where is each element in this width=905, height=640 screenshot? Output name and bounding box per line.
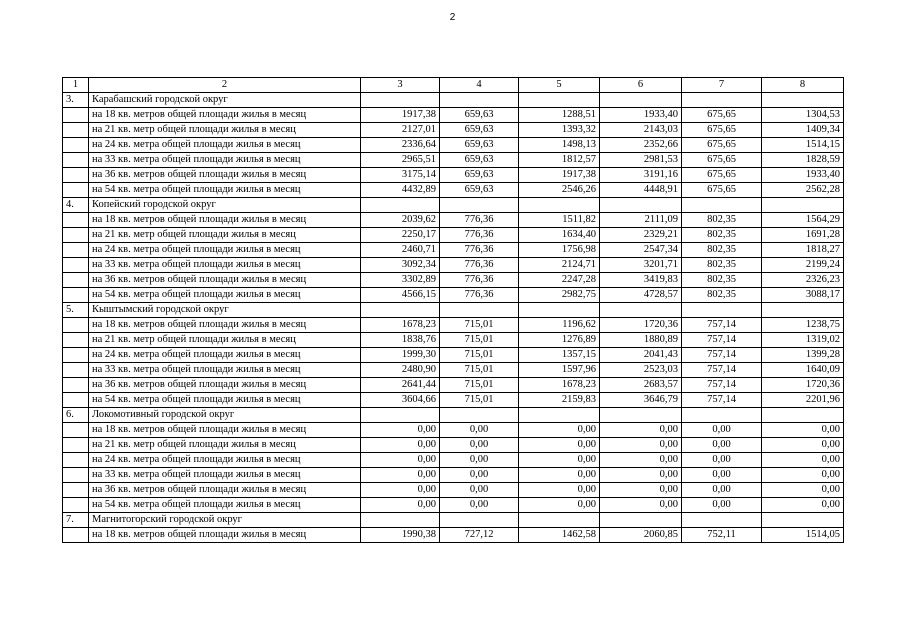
table-row	[63, 363, 844, 378]
table-row	[63, 498, 844, 513]
empty-num-cell	[63, 318, 89, 333]
section-number: 4.	[63, 198, 89, 213]
empty-num-cell	[63, 453, 89, 468]
row-label: на 18 кв. метров общей площади жилья в месяц	[89, 528, 361, 543]
value-cell: 2199,24	[762, 258, 844, 273]
value-cell: 0,00	[519, 423, 600, 438]
value-cell: 2060,85	[600, 528, 682, 543]
section-title: Магнитогорский городской округ	[89, 513, 361, 528]
value-cell: 1238,75	[762, 318, 844, 333]
value-cell: 0,00	[600, 498, 682, 513]
empty-num-cell	[63, 168, 89, 183]
value-cell: 1514,05	[762, 528, 844, 543]
value-cell: 715,01	[440, 348, 519, 363]
value-cell: 757,14	[682, 333, 762, 348]
value-cell: 2982,75	[519, 288, 600, 303]
empty-num-cell	[63, 393, 89, 408]
value-cell: 2326,23	[762, 273, 844, 288]
empty-num-cell	[63, 288, 89, 303]
value-cell: 0,00	[600, 423, 682, 438]
row-label: на 33 кв. метра общей площади жилья в месяц	[89, 153, 361, 168]
header-cell: 7	[682, 78, 762, 93]
value-cell: 2143,03	[600, 123, 682, 138]
value-cell: 776,36	[440, 228, 519, 243]
value-cell: 659,63	[440, 138, 519, 153]
row-label: на 24 кв. метра общей площади жилья в месяц	[89, 243, 361, 258]
value-cell: 0,00	[440, 468, 519, 483]
empty-cell	[361, 198, 440, 213]
value-cell: 776,36	[440, 243, 519, 258]
value-cell: 0,00	[762, 468, 844, 483]
table-row	[63, 348, 844, 363]
empty-num-cell	[63, 243, 89, 258]
value-cell: 1511,82	[519, 213, 600, 228]
value-cell: 1917,38	[361, 108, 440, 123]
value-cell: 4566,15	[361, 288, 440, 303]
value-cell: 3191,16	[600, 168, 682, 183]
value-cell: 1933,40	[762, 168, 844, 183]
empty-num-cell	[63, 123, 89, 138]
table-row	[63, 453, 844, 468]
row-label: на 54 кв. метра общей площади жилья в месяц	[89, 288, 361, 303]
table-row	[63, 138, 844, 153]
row-label: на 33 кв. метра общей площади жилья в месяц	[89, 468, 361, 483]
empty-cell	[440, 408, 519, 423]
value-cell: 1812,57	[519, 153, 600, 168]
value-cell: 0,00	[440, 483, 519, 498]
empty-num-cell	[63, 183, 89, 198]
row-label: на 54 кв. метра общей площади жилья в месяц	[89, 183, 361, 198]
value-cell: 0,00	[519, 468, 600, 483]
empty-cell	[519, 303, 600, 318]
value-cell: 0,00	[682, 468, 762, 483]
table-row	[63, 108, 844, 123]
table-row	[63, 243, 844, 258]
value-cell: 675,65	[682, 153, 762, 168]
value-cell: 752,11	[682, 528, 762, 543]
value-cell: 0,00	[762, 483, 844, 498]
value-cell: 2562,28	[762, 183, 844, 198]
value-cell: 1640,09	[762, 363, 844, 378]
value-cell: 0,00	[519, 483, 600, 498]
empty-cell	[682, 93, 762, 108]
value-cell: 757,14	[682, 348, 762, 363]
value-cell: 2981,53	[600, 153, 682, 168]
value-cell: 757,14	[682, 378, 762, 393]
value-cell: 1462,58	[519, 528, 600, 543]
row-label: на 24 кв. метра общей площади жилья в месяц	[89, 138, 361, 153]
empty-cell	[361, 303, 440, 318]
row-label: на 54 кв. метра общей площади жилья в месяц	[89, 393, 361, 408]
empty-cell	[519, 408, 600, 423]
value-cell: 2041,43	[600, 348, 682, 363]
value-cell: 3088,17	[762, 288, 844, 303]
empty-num-cell	[63, 423, 89, 438]
empty-cell	[519, 93, 600, 108]
section-number: 6.	[63, 408, 89, 423]
table-row	[63, 378, 844, 393]
value-cell: 1304,53	[762, 108, 844, 123]
table-row	[63, 123, 844, 138]
value-cell: 0,00	[762, 438, 844, 453]
value-cell: 2159,83	[519, 393, 600, 408]
value-cell: 0,00	[682, 483, 762, 498]
page-number: 2	[449, 12, 456, 23]
value-cell: 0,00	[519, 438, 600, 453]
value-cell: 659,63	[440, 183, 519, 198]
table-row	[63, 483, 844, 498]
empty-cell	[600, 198, 682, 213]
empty-cell	[440, 303, 519, 318]
table-row	[63, 288, 844, 303]
value-cell: 802,35	[682, 228, 762, 243]
table-row	[63, 393, 844, 408]
value-cell: 2250,17	[361, 228, 440, 243]
empty-num-cell	[63, 273, 89, 288]
section-title: Карабашский городской округ	[89, 93, 361, 108]
table-header-row	[63, 78, 844, 93]
empty-num-cell	[63, 153, 89, 168]
value-cell: 1756,98	[519, 243, 600, 258]
value-cell: 0,00	[762, 453, 844, 468]
value-cell: 675,65	[682, 123, 762, 138]
value-cell: 2683,57	[600, 378, 682, 393]
empty-num-cell	[63, 213, 89, 228]
value-cell: 2247,28	[519, 273, 600, 288]
empty-num-cell	[63, 483, 89, 498]
value-cell: 0,00	[519, 453, 600, 468]
value-cell: 757,14	[682, 318, 762, 333]
value-cell: 0,00	[361, 423, 440, 438]
value-cell: 675,65	[682, 108, 762, 123]
value-cell: 757,14	[682, 363, 762, 378]
section-row	[63, 513, 844, 528]
value-cell: 0,00	[762, 498, 844, 513]
value-cell: 1933,40	[600, 108, 682, 123]
empty-num-cell	[63, 528, 89, 543]
header-cell: 4	[440, 78, 519, 93]
value-cell: 0,00	[361, 453, 440, 468]
value-cell: 2039,62	[361, 213, 440, 228]
value-cell: 1818,27	[762, 243, 844, 258]
value-cell: 1917,38	[519, 168, 600, 183]
empty-cell	[440, 93, 519, 108]
row-label: на 21 кв. метр общей площади жилья в месяц	[89, 333, 361, 348]
value-cell: 715,01	[440, 333, 519, 348]
row-label: на 21 кв. метр общей площади жилья в месяц	[89, 123, 361, 138]
value-cell: 2965,51	[361, 153, 440, 168]
header-cell: 2	[89, 78, 361, 93]
row-label: на 24 кв. метра общей площади жилья в месяц	[89, 453, 361, 468]
empty-num-cell	[63, 363, 89, 378]
empty-cell	[361, 93, 440, 108]
value-cell: 1357,15	[519, 348, 600, 363]
value-cell: 659,63	[440, 123, 519, 138]
value-cell: 757,14	[682, 393, 762, 408]
value-cell: 0,00	[361, 498, 440, 513]
empty-num-cell	[63, 378, 89, 393]
section-row	[63, 198, 844, 213]
value-cell: 4432,89	[361, 183, 440, 198]
empty-cell	[440, 198, 519, 213]
tariff-table	[62, 77, 844, 543]
section-number: 3.	[63, 93, 89, 108]
table-row	[63, 273, 844, 288]
value-cell: 0,00	[519, 498, 600, 513]
table-row	[63, 468, 844, 483]
value-cell: 1678,23	[361, 318, 440, 333]
value-cell: 1498,13	[519, 138, 600, 153]
value-cell: 659,63	[440, 108, 519, 123]
value-cell: 1409,34	[762, 123, 844, 138]
value-cell: 3419,83	[600, 273, 682, 288]
value-cell: 776,36	[440, 273, 519, 288]
value-cell: 1196,62	[519, 318, 600, 333]
value-cell: 1393,32	[519, 123, 600, 138]
value-cell: 1319,02	[762, 333, 844, 348]
row-label: на 18 кв. метров общей площади жилья в месяц	[89, 108, 361, 123]
table-row	[63, 438, 844, 453]
value-cell: 0,00	[440, 453, 519, 468]
section-row	[63, 303, 844, 318]
value-cell: 1399,28	[762, 348, 844, 363]
empty-cell	[600, 408, 682, 423]
value-cell: 3604,66	[361, 393, 440, 408]
row-label: на 21 кв. метр общей площади жилья в месяц	[89, 438, 361, 453]
empty-cell	[762, 408, 844, 423]
value-cell: 2523,03	[600, 363, 682, 378]
row-label: на 18 кв. метров общей площади жилья в месяц	[89, 318, 361, 333]
value-cell: 2124,71	[519, 258, 600, 273]
value-cell: 3092,34	[361, 258, 440, 273]
empty-num-cell	[63, 228, 89, 243]
row-label: на 54 кв. метра общей площади жилья в месяц	[89, 498, 361, 513]
value-cell: 0,00	[600, 483, 682, 498]
value-cell: 715,01	[440, 378, 519, 393]
value-cell: 776,36	[440, 213, 519, 228]
value-cell: 2641,44	[361, 378, 440, 393]
value-cell: 2546,26	[519, 183, 600, 198]
empty-cell	[682, 513, 762, 528]
value-cell: 0,00	[682, 498, 762, 513]
empty-num-cell	[63, 498, 89, 513]
empty-cell	[361, 513, 440, 528]
value-cell: 1678,23	[519, 378, 600, 393]
empty-cell	[682, 408, 762, 423]
header-cell: 5	[519, 78, 600, 93]
empty-cell	[600, 303, 682, 318]
value-cell: 2547,34	[600, 243, 682, 258]
empty-cell	[600, 513, 682, 528]
row-label: на 36 кв. метров общей площади жилья в месяц	[89, 168, 361, 183]
value-cell: 0,00	[600, 438, 682, 453]
header-cell: 1	[63, 78, 89, 93]
empty-cell	[361, 408, 440, 423]
value-cell: 0,00	[440, 438, 519, 453]
empty-num-cell	[63, 108, 89, 123]
table-row	[63, 258, 844, 273]
empty-cell	[682, 303, 762, 318]
table-row	[63, 168, 844, 183]
value-cell: 802,35	[682, 273, 762, 288]
value-cell: 0,00	[600, 453, 682, 468]
value-cell: 4448,91	[600, 183, 682, 198]
row-label: на 18 кв. метров общей площади жилья в месяц	[89, 213, 361, 228]
empty-cell	[762, 198, 844, 213]
value-cell: 659,63	[440, 153, 519, 168]
value-cell: 715,01	[440, 318, 519, 333]
empty-num-cell	[63, 438, 89, 453]
value-cell: 3646,79	[600, 393, 682, 408]
empty-cell	[762, 93, 844, 108]
value-cell: 715,01	[440, 393, 519, 408]
header-cell: 3	[361, 78, 440, 93]
table-row	[63, 213, 844, 228]
value-cell: 1691,28	[762, 228, 844, 243]
empty-cell	[682, 198, 762, 213]
value-cell: 675,65	[682, 138, 762, 153]
section-title: Локомотивный городской округ	[89, 408, 361, 423]
value-cell: 715,01	[440, 363, 519, 378]
value-cell: 0,00	[682, 438, 762, 453]
value-cell: 1838,76	[361, 333, 440, 348]
value-cell: 802,35	[682, 213, 762, 228]
empty-num-cell	[63, 333, 89, 348]
value-cell: 2201,96	[762, 393, 844, 408]
header-cell: 6	[600, 78, 682, 93]
value-cell: 0,00	[440, 498, 519, 513]
tariff-table-body	[63, 78, 844, 543]
empty-cell	[762, 513, 844, 528]
table-row	[63, 423, 844, 438]
value-cell: 0,00	[600, 468, 682, 483]
row-label: на 36 кв. метров общей площади жилья в месяц	[89, 378, 361, 393]
value-cell: 0,00	[762, 423, 844, 438]
value-cell: 2111,09	[600, 213, 682, 228]
value-cell: 4728,57	[600, 288, 682, 303]
row-label: на 36 кв. метров общей площади жилья в месяц	[89, 483, 361, 498]
section-row	[63, 408, 844, 423]
value-cell: 727,12	[440, 528, 519, 543]
value-cell: 0,00	[682, 423, 762, 438]
row-label: на 33 кв. метра общей площади жилья в месяц	[89, 363, 361, 378]
table-row	[63, 228, 844, 243]
row-label: на 18 кв. метров общей площади жилья в месяц	[89, 423, 361, 438]
table-row	[63, 333, 844, 348]
section-number: 7.	[63, 513, 89, 528]
value-cell: 802,35	[682, 288, 762, 303]
value-cell: 0,00	[361, 483, 440, 498]
value-cell: 2480,90	[361, 363, 440, 378]
empty-cell	[519, 198, 600, 213]
value-cell: 3201,71	[600, 258, 682, 273]
value-cell: 1514,15	[762, 138, 844, 153]
value-cell: 1276,89	[519, 333, 600, 348]
table-row	[63, 318, 844, 333]
value-cell: 1720,36	[762, 378, 844, 393]
empty-cell	[600, 93, 682, 108]
value-cell: 776,36	[440, 258, 519, 273]
section-title: Кыштымский городской округ	[89, 303, 361, 318]
value-cell: 2127,01	[361, 123, 440, 138]
table-row	[63, 153, 844, 168]
value-cell: 1288,51	[519, 108, 600, 123]
value-cell: 776,36	[440, 288, 519, 303]
row-label: на 33 кв. метра общей площади жилья в месяц	[89, 258, 361, 273]
table-row	[63, 183, 844, 198]
value-cell: 2460,71	[361, 243, 440, 258]
empty-cell	[440, 513, 519, 528]
row-label: на 21 кв. метр общей площади жилья в месяц	[89, 228, 361, 243]
value-cell: 3175,14	[361, 168, 440, 183]
value-cell: 1720,36	[600, 318, 682, 333]
empty-cell	[762, 303, 844, 318]
value-cell: 0,00	[361, 468, 440, 483]
row-label: на 24 кв. метра общей площади жилья в месяц	[89, 348, 361, 363]
table-row	[63, 528, 844, 543]
value-cell: 3302,89	[361, 273, 440, 288]
row-label: на 36 кв. метров общей площади жилья в месяц	[89, 273, 361, 288]
value-cell: 2336,64	[361, 138, 440, 153]
empty-num-cell	[63, 258, 89, 273]
value-cell: 2329,21	[600, 228, 682, 243]
empty-num-cell	[63, 348, 89, 363]
value-cell: 0,00	[361, 438, 440, 453]
value-cell: 802,35	[682, 243, 762, 258]
value-cell: 1564,29	[762, 213, 844, 228]
value-cell: 1828,59	[762, 153, 844, 168]
value-cell: 1634,40	[519, 228, 600, 243]
value-cell: 2352,66	[600, 138, 682, 153]
empty-num-cell	[63, 138, 89, 153]
value-cell: 1880,89	[600, 333, 682, 348]
section-number: 5.	[63, 303, 89, 318]
value-cell: 675,65	[682, 183, 762, 198]
value-cell: 0,00	[682, 453, 762, 468]
section-title: Копейский городской округ	[89, 198, 361, 213]
value-cell: 802,35	[682, 258, 762, 273]
empty-num-cell	[63, 468, 89, 483]
section-row	[63, 93, 844, 108]
empty-cell	[519, 513, 600, 528]
value-cell: 0,00	[440, 423, 519, 438]
value-cell: 659,63	[440, 168, 519, 183]
value-cell: 1999,30	[361, 348, 440, 363]
value-cell: 1990,38	[361, 528, 440, 543]
value-cell: 1597,96	[519, 363, 600, 378]
value-cell: 675,65	[682, 168, 762, 183]
header-cell: 8	[762, 78, 844, 93]
